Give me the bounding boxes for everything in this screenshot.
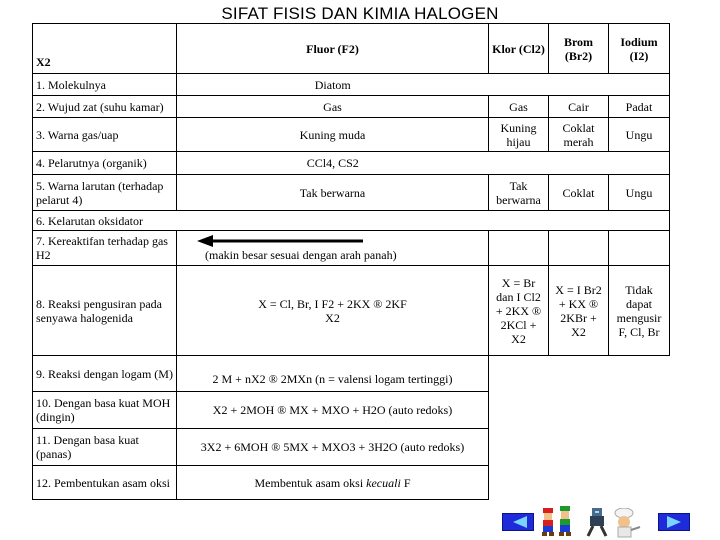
header-iodium: Iodium (I2) xyxy=(609,24,670,74)
row-label: 8. Reaksi pengusiran pada senyawa halogenida xyxy=(33,266,177,356)
luigi-icon xyxy=(557,506,573,538)
page-title: SIFAT FISIS DAN KIMIA HALOGEN xyxy=(221,4,499,23)
cell-value: 3X2 + 6MOH ® 5MX + MXO3 + 3H2O (auto redoks) xyxy=(177,429,489,466)
header-x2: X2 xyxy=(33,24,177,74)
row-label: 1. Molekulnya xyxy=(33,74,177,96)
cell-value: Coklat merah xyxy=(549,118,609,152)
table-header-row xyxy=(33,24,670,74)
row-label: 10. Dengan basa kuat MOH (dingin) xyxy=(33,392,177,429)
header-fluor: Fluor (F2) xyxy=(177,24,489,74)
robot-icon xyxy=(584,508,610,538)
table-row xyxy=(33,356,670,392)
row-label: 9. Reaksi dengan logam (M) xyxy=(33,356,177,392)
table-row xyxy=(33,152,670,175)
reactivity-arrow-cell xyxy=(177,231,489,266)
cell-value: CCl4, CS2 xyxy=(177,152,489,175)
previous-button[interactable] xyxy=(502,513,534,531)
table-row xyxy=(33,231,670,266)
table-row xyxy=(33,74,670,96)
cell-value: Kuning hijau xyxy=(489,118,549,152)
left-arrow-icon xyxy=(197,235,367,247)
row-label: 4. Pelarutnya (organik) xyxy=(33,152,177,175)
row-label: 5. Warna larutan (terhadap pelarut 4) xyxy=(33,175,177,211)
cell-value: Ungu xyxy=(609,175,670,211)
table-row xyxy=(33,466,670,500)
cell-value: Diatom xyxy=(177,74,489,96)
cell-value: Tak berwarna xyxy=(489,175,549,211)
row-label: 2. Wujud zat (suhu kamar) xyxy=(33,96,177,118)
cell-value: Gas xyxy=(177,96,489,118)
slide-navigation xyxy=(500,506,700,540)
table-row xyxy=(33,96,670,118)
row-label: 6. Kelarutan oksidator xyxy=(33,211,177,231)
row-label: 11. Dengan basa kuat (panas) xyxy=(33,429,177,466)
row-label: 12. Pembentukan asam oksi xyxy=(33,466,177,500)
cell-value: X = I Br2 + KX ® 2KBr + X2 xyxy=(549,266,609,356)
table-row xyxy=(33,392,670,429)
cell-value: Membentuk asam oksi kecuali F xyxy=(177,466,489,500)
previous-arrow-icon xyxy=(509,516,529,528)
row-label: 3. Warna gas/uap xyxy=(33,118,177,152)
table-row xyxy=(33,211,670,231)
cell-value: Gas xyxy=(489,96,549,118)
cell-value: Kuning muda xyxy=(177,118,489,152)
reactivity-note: (makin besar sesuai dengan arah panah) xyxy=(205,248,397,262)
mario-icon xyxy=(540,508,556,538)
cell-value: Ungu xyxy=(609,118,670,152)
table-row xyxy=(33,266,670,356)
cell-value: X = Br dan I Cl2 + 2KX ® 2KCl + X2 xyxy=(489,266,549,356)
table-row xyxy=(33,175,670,211)
cell-value: X = Cl, Br, I F2 + 2KX ® 2KF X2 xyxy=(177,266,489,356)
halogen-table xyxy=(32,23,670,500)
next-arrow-icon xyxy=(665,516,685,528)
table-row xyxy=(33,429,670,466)
row-label: 7. Kereaktifan terhadap gas H2 xyxy=(33,231,177,266)
chef-icon xyxy=(612,508,642,538)
cell-value: Cair xyxy=(549,96,609,118)
next-button[interactable] xyxy=(658,513,690,531)
header-klor: Klor (Cl2) xyxy=(489,24,549,74)
header-brom: Brom (Br2) xyxy=(549,24,609,74)
cell-value: Tidak dapat mengusir F, Cl, Br xyxy=(609,266,670,356)
cell-value: X2 + 2MOH ® MX + MXO + H2O (auto redoks) xyxy=(177,392,489,429)
cell-value: Padat xyxy=(609,96,670,118)
cell-value: Tak berwarna xyxy=(177,175,489,211)
table-row xyxy=(33,118,670,152)
cell-value: 2 M + nX2 ® 2MXn (n = valensi logam tertinggi) xyxy=(177,356,489,392)
cell-value: Coklat xyxy=(549,175,609,211)
